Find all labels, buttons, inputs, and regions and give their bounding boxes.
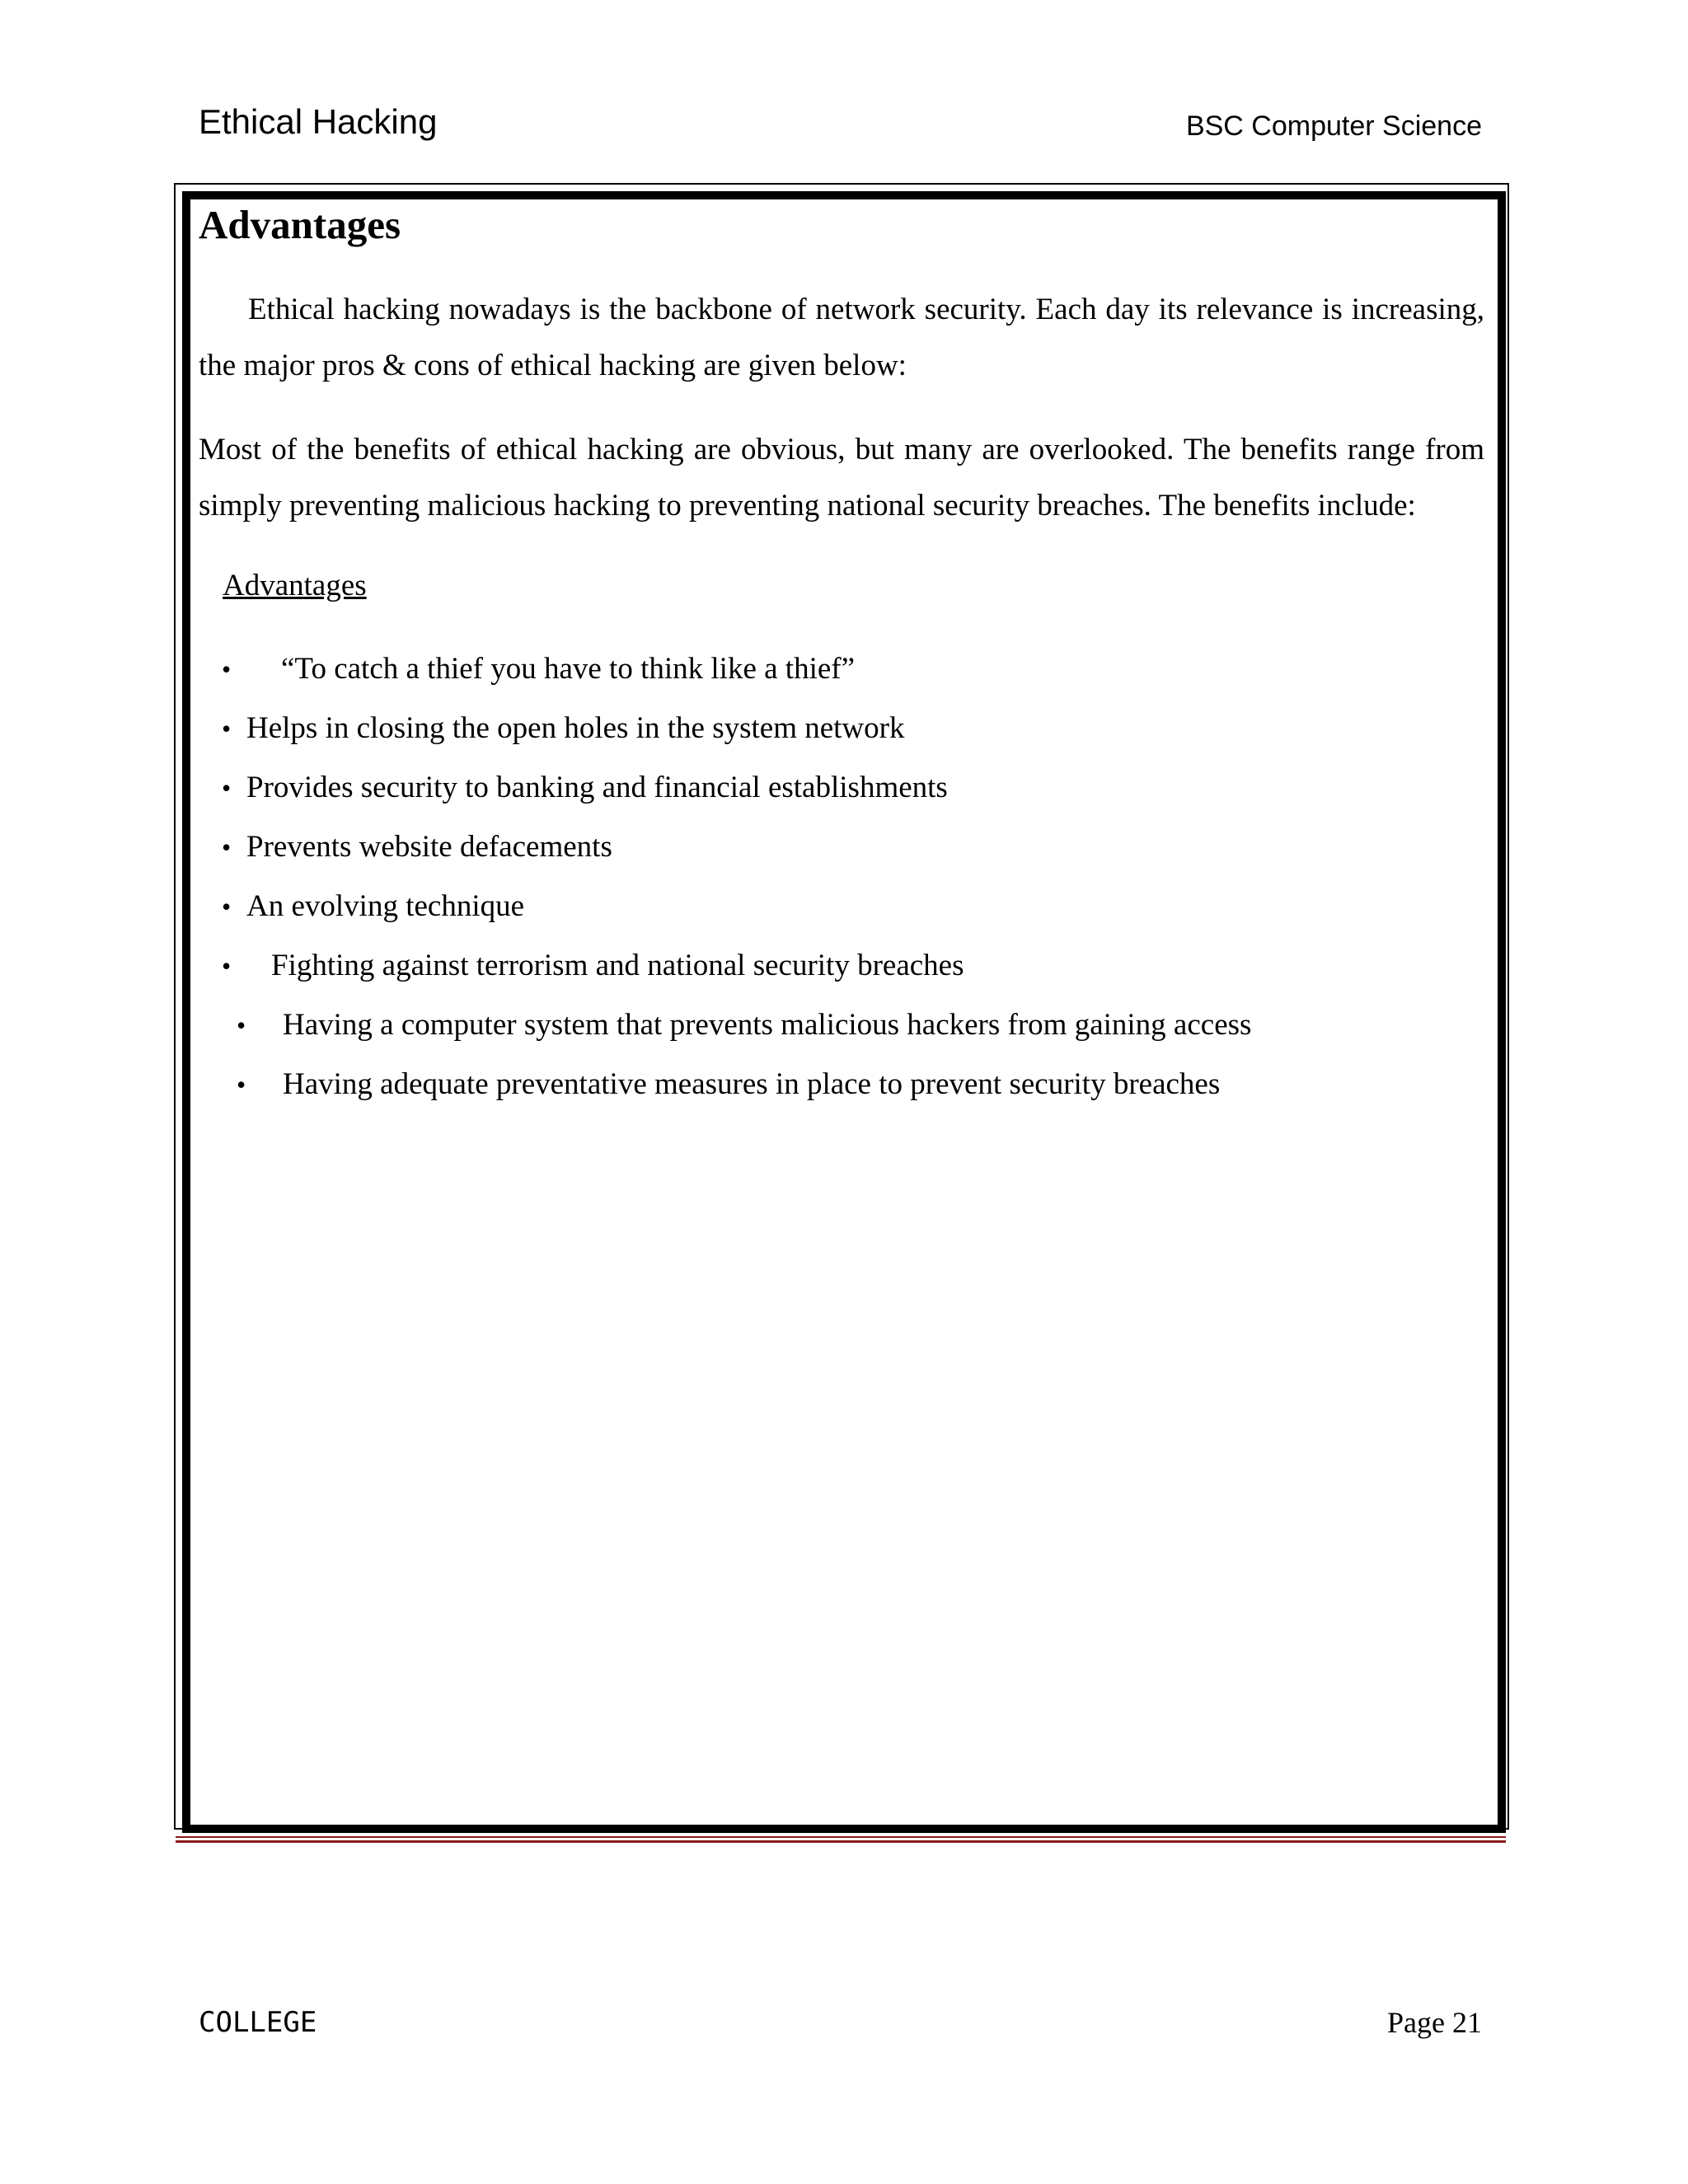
list-item-text: Provides security to banking and financial establishments [246,771,948,804]
list-item [199,699,1484,758]
bullet-icon: • [237,1010,246,1040]
list-item [199,996,1484,1055]
page-content [199,196,1484,1114]
bullet-icon: • [222,773,232,803]
list-item [199,818,1484,877]
list-item [199,936,1484,996]
advantages-list [199,640,1484,1114]
list-item-text: An evolving technique [246,889,525,923]
list-item-text: Fighting against terrorism and national security breaches [271,949,964,982]
list-item-text: Having a computer system that prevents malicious hackers from gaining access [283,1008,1252,1042]
footer-rule [176,1836,1506,1843]
list-item-text: “To catch a thief you have to think like a thief” [281,652,856,686]
list-item-text: Prevents website defacements [246,830,612,864]
list-item-text: Helps in closing the open holes in the system network [246,711,905,745]
bullet-icon: • [237,1070,246,1099]
bullet-icon: • [222,951,232,981]
page-number: Page 21 [1387,2006,1482,2039]
footer-rule-thin [176,1836,1506,1838]
list-item [199,1055,1484,1114]
header-course: BSC Computer Science [1185,110,1482,142]
bullet-icon: • [222,832,232,862]
header-title: Ethical Hacking [199,102,438,141]
section-title: Advantages [199,202,401,247]
footer-rule-thick [176,1840,1506,1843]
list-item [199,640,1484,699]
list-item-text: Having adequate preventative measures in place to prevent security breaches [283,1067,1221,1101]
list-item [199,877,1484,936]
advantages-subheading: Advantages [223,569,367,602]
footer-college: COLLEGE [199,2006,317,2039]
bullet-icon: • [222,714,232,743]
bullet-icon: • [222,654,232,684]
intro-paragraph: Ethical hacking nowadays is the backbone of network security. Each day its relevance is increasing, the major pros & cons of ethical hacking are given below: [199,293,1484,382]
bullet-icon: • [222,892,232,921]
list-item [199,758,1484,818]
benefits-paragraph: Most of the benefits of ethical hacking are obvious, but many are overlooked. The benefits range from simply preventing malicious hacking to preventing national security breaches. The benefits include: [199,433,1484,523]
